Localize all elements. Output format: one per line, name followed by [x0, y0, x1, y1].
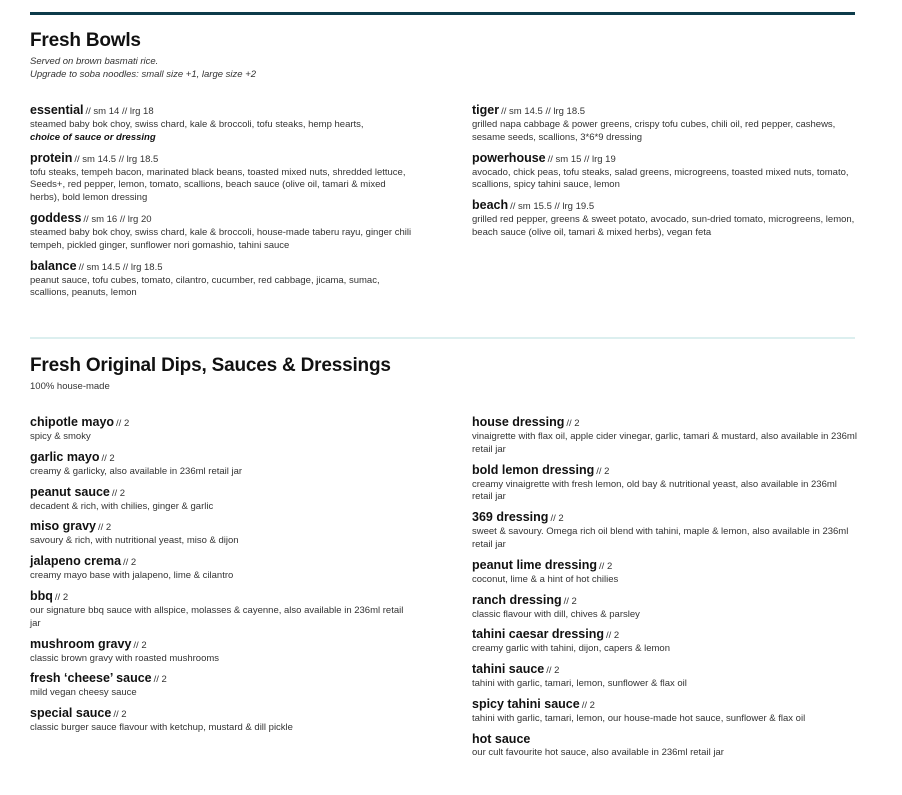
menu-item-name: ranch dressing: [472, 592, 562, 607]
sauces-subtitle: 100% house-made: [30, 381, 110, 392]
menu-item-name: fresh ‘cheese’ sauce: [30, 671, 152, 686]
menu-item-price: // sm 14 // lrg 18: [85, 106, 154, 117]
menu-item-description: tahini with garlic, tamari, lemon, sunflower & flax oil: [472, 678, 687, 690]
menu-item-price: // 2: [133, 639, 147, 651]
menu-item-price: // 2: [599, 560, 613, 572]
menu-item-name: balance: [30, 258, 77, 273]
menu-item: [30, 671, 412, 700]
bowls-subtitle-2: Upgrade to soba noodles: small size +1, large size +2: [30, 69, 257, 80]
menu-item-description: creamy vinaigrette with fresh lemon, old bay & nutritional yeast, also available in 236ml retail jar: [472, 478, 837, 503]
menu-item-price: // 2: [153, 674, 167, 686]
menu-item-name: beach: [472, 198, 509, 213]
sauces-right-column: [472, 415, 857, 766]
menu-item-price: // 2: [116, 418, 130, 429]
menu-item-price: // 2: [550, 513, 564, 525]
menu-item-price: // sm 16 // lrg 20: [83, 213, 152, 225]
menu-item: [30, 485, 412, 514]
menu-item-price: // sm 14.5 // lrg 18.5: [78, 261, 163, 273]
menu-item-price: // sm 15.5 // lrg 19.5: [510, 201, 595, 213]
menu-item-header: [472, 463, 857, 479]
menu-item: [472, 558, 857, 587]
menu-item-description: tofu steaks, tempeh bacon, marinated black beans, toasted mixed nuts, shredded lettuce, Seeds+, red pepper, lemon, tomato, scallions, beach sauce (olive oil, tamari & mixed herbs), bold lemon dressing: [30, 166, 406, 204]
menu-item-price: // 2: [563, 595, 577, 607]
menu-item: [472, 198, 857, 240]
menu-item: [30, 589, 412, 631]
menu-item-description: our signature bbq sauce with allspice, molasses & cayenne, also available in 236ml retail jar: [30, 604, 404, 629]
menu-item-description: classic burger sauce flavour with ketchup, mustard & dill pickle: [30, 722, 293, 734]
menu-item: [472, 151, 857, 193]
menu-item-name: peanut lime dressing: [472, 557, 598, 572]
menu-item-name: peanut sauce: [30, 484, 110, 499]
menu-item-price: // sm 15 // lrg 19: [547, 153, 616, 165]
menu-item-price: // 2: [606, 630, 620, 642]
menu-item-price: // 2: [546, 665, 560, 677]
menu-item-name: essential: [30, 103, 84, 117]
menu-item-header: [472, 151, 857, 167]
menu-item: [30, 554, 412, 583]
menu-item-header: [472, 732, 857, 747]
menu-item-header: [472, 697, 857, 713]
menu-item-price: // sm 14.5 // lrg 18.5: [74, 153, 159, 165]
menu-item-price: // 2: [566, 418, 580, 429]
menu-item-header: [472, 662, 857, 678]
top-rule: [30, 12, 855, 15]
menu-item-header: [472, 198, 857, 214]
menu-item-description: sweet & savoury. Omega rich oil blend with tahini, maple & lemon, also available in 236ml retail jar: [472, 526, 849, 550]
menu-item-price: // 2: [581, 699, 595, 711]
bowls-right-column: [472, 103, 857, 246]
menu-item-name: powerhouse: [472, 150, 546, 165]
menu-item-name: spicy tahini sauce: [472, 696, 580, 711]
menu-item-description: peanut sauce, tofu cubes, tomato, cilantro, cucumber, red cabbage, jicama, sumac, scallions, peanuts, lemon: [30, 274, 380, 299]
menu-item-header: [472, 510, 857, 526]
menu-item-name: mushroom gravy: [30, 636, 132, 651]
menu-item-header: [472, 558, 857, 574]
menu-item: [472, 103, 857, 145]
menu-item: [30, 637, 412, 666]
menu-item: [30, 519, 412, 548]
menu-item: [472, 593, 857, 622]
section-title-bowls: Fresh Bowls: [30, 30, 141, 51]
menu-item-description: tahini with garlic, tamari, lemon, our house-made hot sauce, sunflower & flax oil: [472, 712, 806, 724]
menu-item-description: grilled napa cabbage & power greens, crispy tofu cubes, chili oil, red pepper, cashews, sesame seeds, scallions, 3*6*9 dressing: [472, 119, 836, 143]
menu-item-description: grilled red pepper, greens & sweet potato, avocado, sun-dried tomato, microgreens, lemon, beach sauce (olive oil, tamari & mixed herbs), vegan feta: [472, 214, 855, 238]
menu-item: [30, 450, 412, 479]
menu-item-price: // 2: [101, 452, 115, 464]
menu-item-description: creamy & garlicky, also available in 236ml retail jar: [30, 465, 243, 477]
menu-item-description: vinaigrette with flax oil, apple cider vinegar, garlic, tamari & mustard, also available in 236ml retail jar: [472, 431, 857, 455]
menu-item-name: garlic mayo: [30, 449, 100, 464]
menu-item-price: // 2: [54, 591, 69, 603]
menu-item: [472, 627, 857, 656]
menu-item-price: // 2: [98, 522, 112, 534]
menu-item-name: hot sauce: [472, 731, 531, 746]
menu-item: [30, 415, 412, 444]
menu-item-header: [30, 554, 412, 570]
bowls-subtitle-1: Served on brown basmati rice.: [30, 56, 159, 67]
menu-item-description: spicy & smoky: [30, 431, 91, 442]
menu-item-header: [30, 450, 412, 466]
menu-item: [472, 662, 857, 691]
menu-item-name: jalapeno crema: [30, 554, 122, 569]
menu-item-name: chipotle mayo: [30, 415, 115, 429]
sauces-left-column: [30, 415, 412, 741]
menu-item-description: classic brown gravy with roasted mushrooms: [30, 652, 220, 664]
menu-item: [30, 151, 412, 205]
menu-item-description: steamed baby bok choy, swiss chard, kale & broccoli, house-made taberu rayu, ginger chili tempeh, pickled ginger, sunflower nori gomashio, tahini sauce: [30, 226, 412, 251]
menu-item-header: [30, 259, 412, 275]
menu-item-name: tahini sauce: [472, 662, 545, 677]
menu-item-header: [30, 637, 412, 653]
menu-item-header: [472, 103, 857, 119]
menu-item-description: our cult favourite hot sauce, also available in 236ml retail jar: [472, 746, 724, 758]
menu-item-description: avocado, chick peas, tofu steaks, salad greens, microgreens, toasted mixed nuts, tomato, scallions, spicy tahini sauce, lemon: [472, 166, 849, 191]
menu-item-description: classic flavour with dill, chives & parsley: [472, 608, 640, 620]
menu-item-name: bold lemon dressing: [472, 462, 595, 477]
menu-item-name: miso gravy: [30, 519, 97, 534]
menu-item-header: [30, 589, 412, 605]
menu-item-price: // 2: [596, 465, 610, 477]
menu-item-header: [472, 593, 857, 609]
section-title-sauces: Fresh Original Dips, Sauces & Dressings: [30, 355, 391, 376]
menu-item-name: bbq: [30, 588, 53, 603]
menu-item-header: [472, 415, 857, 431]
menu-item: [30, 211, 412, 253]
menu-item: [472, 415, 857, 457]
menu-item-description: savoury & rich, with nutritional yeast, miso & dijon: [30, 535, 239, 547]
menu-item-price: // 2: [113, 709, 127, 721]
bowls-left-column: [30, 103, 412, 306]
menu-item-price: // 2: [123, 557, 137, 569]
menu-item-header: [30, 671, 412, 687]
menu-item-header: [30, 151, 412, 167]
menu-item-note: choice of sauce or dressing: [30, 131, 156, 143]
menu-item-price: // 2: [111, 487, 126, 499]
menu-item-header: [30, 485, 412, 501]
menu-item-name: goddess: [30, 210, 82, 225]
menu-item-name: special sauce: [30, 706, 112, 721]
menu-item-description: steamed baby bok choy, swiss chard, kale & broccoli, tofu steaks, hemp hearts,: [30, 119, 364, 130]
section-divider: [30, 337, 855, 339]
menu-item-name: 369 dressing: [472, 510, 549, 525]
menu-item-description: decadent & rich, with chilies, ginger & garlic: [30, 500, 214, 512]
menu-item-description: creamy garlic with tahini, dijon, capers & lemon: [472, 643, 671, 655]
menu-item-name: house dressing: [472, 415, 565, 429]
menu-item-header: [30, 415, 412, 431]
menu-item-name: tahini caesar dressing: [472, 627, 605, 642]
menu-item: [472, 463, 857, 505]
menu-item: [472, 510, 857, 552]
menu-item-price: // sm 14.5 // lrg 18.5: [501, 106, 586, 117]
menu-item-description: coconut, lime & a hint of hot chilies: [472, 573, 619, 585]
menu-item-header: [30, 706, 412, 722]
menu-item-header: [30, 519, 412, 535]
menu-item: [30, 103, 412, 145]
menu-item-header: [30, 103, 412, 119]
menu-item-header: [472, 627, 857, 643]
menu-item-header: [30, 211, 412, 227]
menu-item: [472, 732, 857, 760]
menu-item: [30, 706, 412, 735]
menu-item-description: mild vegan cheesy sauce: [30, 687, 137, 699]
menu-item: [30, 259, 412, 301]
menu-item-name: protein: [30, 150, 73, 165]
menu-item-name: tiger: [472, 103, 500, 117]
menu-item-description: creamy mayo base with jalapeno, lime & cilantro: [30, 570, 234, 582]
menu-item: [472, 697, 857, 726]
